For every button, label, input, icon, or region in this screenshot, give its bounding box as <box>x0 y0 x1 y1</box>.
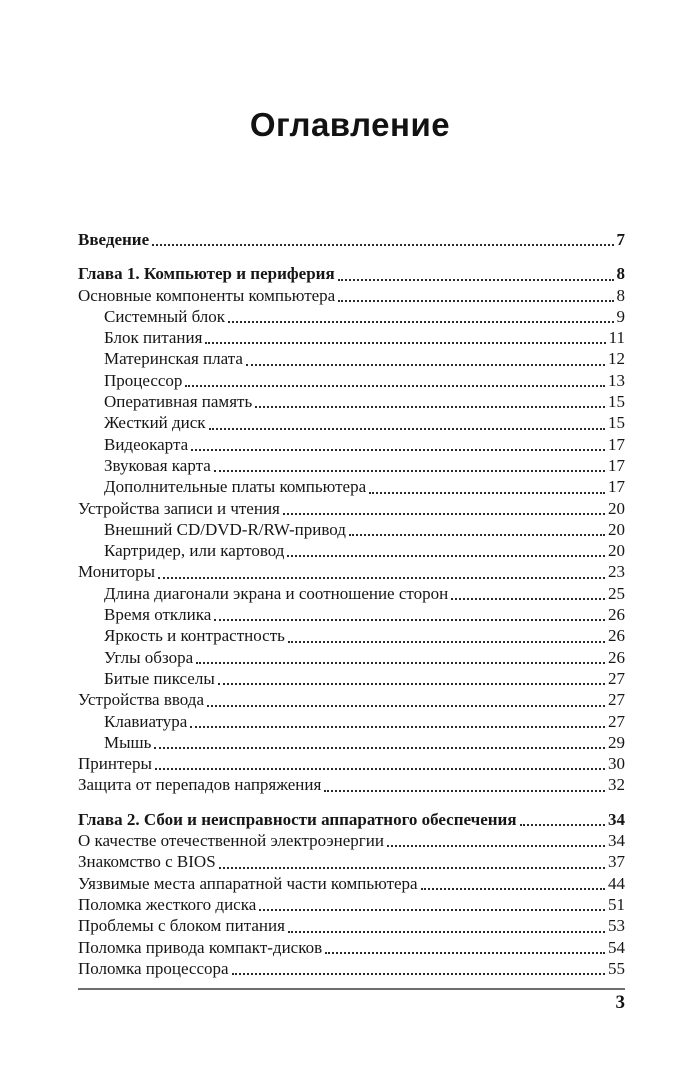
toc-entry-title: Поломка привода компакт-дисков <box>78 937 323 957</box>
toc-entry-title: Мониторы <box>78 562 156 582</box>
toc-entry-title: Видеокарта <box>104 434 189 454</box>
toc-entry <box>78 519 625 540</box>
toc-entry-title: Устройства записи и чтения <box>78 498 280 518</box>
toc-entry-page: 15 <box>608 392 625 412</box>
toc-entry-title: Клавиатура <box>104 711 188 731</box>
toc-entry-title: Жесткий диск <box>104 413 206 433</box>
toc-leader-dots <box>369 492 605 494</box>
toc-entry-page: 26 <box>608 626 625 646</box>
toc-entry-title: Системный блок <box>104 306 226 326</box>
toc-entry-page: 27 <box>608 690 625 710</box>
toc-leader-dots <box>349 534 605 536</box>
toc-entry <box>78 915 625 936</box>
toc-entry-title: Основные компоненты компьютера <box>78 285 336 305</box>
toc-entry-title: Мышь <box>104 732 152 752</box>
toc-entry-page: 8 <box>616 285 625 305</box>
toc-leader-dots <box>451 598 605 600</box>
toc-entry <box>78 263 625 284</box>
toc-entry <box>78 647 625 668</box>
toc-leader-dots <box>196 662 605 664</box>
toc-entry-title: Картридер, или картовод <box>104 541 285 561</box>
toc-entry <box>78 851 625 872</box>
toc-leader-dots <box>185 385 605 387</box>
toc-entry-title: Устройства ввода <box>78 690 204 710</box>
toc-entry <box>78 958 625 979</box>
toc-entry-page: 27 <box>608 711 625 731</box>
toc-entry <box>78 732 625 753</box>
toc-entry-page: 37 <box>608 852 625 872</box>
toc-entry-page: 55 <box>608 958 625 978</box>
toc-entry-page: 12 <box>608 349 625 369</box>
toc-entry-page: 17 <box>608 434 625 454</box>
toc-entry <box>78 327 625 348</box>
toc-entry <box>78 498 625 519</box>
toc-entry-page: 17 <box>608 477 625 497</box>
toc-entry-title: Процессор <box>104 370 183 390</box>
toc-leader-dots <box>209 428 605 430</box>
toc-entry-title: О качестве отечественной электроэнергии <box>78 831 384 851</box>
toc-entry <box>78 809 625 830</box>
toc-entry-page: 27 <box>608 668 625 688</box>
toc-entry-title: Звуковая карта <box>104 455 211 475</box>
toc-leader-dots <box>155 768 605 770</box>
toc-entry-title: Блок питания <box>104 328 203 348</box>
toc-leader-dots <box>325 952 605 954</box>
toc-entry <box>78 412 625 433</box>
toc-entry <box>78 604 625 625</box>
toc-entry <box>78 476 625 497</box>
toc-entry-page: 25 <box>608 583 625 603</box>
page-title: Оглавление <box>249 106 451 143</box>
toc-leader-dots <box>218 683 605 685</box>
toc-entry-title: Введение <box>78 230 150 249</box>
toc-leader-dots <box>246 364 605 366</box>
toc-leader-dots <box>205 342 605 344</box>
toc-entry-title: Дополнительные платы компьютера <box>104 477 367 497</box>
toc-entry-page: 54 <box>608 937 625 957</box>
toc-entry <box>78 711 625 732</box>
toc-leader-dots <box>288 641 605 643</box>
toc-leader-dots <box>283 513 605 515</box>
toc-entry <box>78 830 625 851</box>
toc-leader-dots <box>152 244 613 246</box>
toc-entry-title: Уязвимые места аппаратной части компьютера <box>78 873 418 893</box>
toc-leader-dots <box>228 321 613 323</box>
toc-entry-title: Глава 2. Сбои и неисправности аппаратного обеспечения <box>78 809 517 829</box>
toc-entry-title: Знакомство с BIOS <box>78 852 216 872</box>
toc-entry <box>78 753 625 774</box>
toc-leader-dots <box>324 790 605 792</box>
toc-entry <box>78 348 625 369</box>
toc-entry-title: Углы обзора <box>104 647 194 667</box>
toc-entry-title: Битые пикселы <box>104 668 215 688</box>
toc-entry-page: 23 <box>608 562 625 582</box>
toc-entry-page: 20 <box>608 541 625 561</box>
toc-entry <box>78 370 625 391</box>
toc-leader-dots <box>387 845 605 847</box>
toc-entry-title: Яркость и контрастность <box>104 626 285 646</box>
toc-entry <box>78 434 625 455</box>
toc-entry <box>78 583 625 604</box>
toc-entry <box>78 561 625 582</box>
toc-entry-title: Защита от перепадов напряжения <box>78 775 322 795</box>
toc-entry-title: Поломка процессора <box>78 958 229 978</box>
toc-entry-page: 34 <box>608 831 625 851</box>
toc-leader-dots <box>338 300 613 302</box>
toc-leader-dots <box>232 973 605 975</box>
toc-entry <box>78 455 625 476</box>
toc-leader-dots <box>255 406 605 408</box>
toc-entry-page: 13 <box>608 370 625 390</box>
toc-entry-page: 44 <box>608 873 625 893</box>
page-footer <box>78 988 625 1014</box>
toc-entry <box>78 391 625 412</box>
toc-entry <box>78 229 625 250</box>
toc-entry <box>78 937 625 958</box>
toc-entry-title: Глава 1. Компьютер и периферия <box>78 264 335 284</box>
toc-entry <box>78 285 625 306</box>
toc-entry-page: 51 <box>608 894 625 914</box>
toc-leader-dots <box>154 747 605 749</box>
toc-entry-page: 15 <box>608 413 625 433</box>
toc-leader-dots <box>158 577 605 579</box>
toc-entry-page: 9 <box>616 306 625 326</box>
toc-entry <box>78 540 625 561</box>
toc-leader-dots <box>191 449 605 451</box>
toc-entry-page: 8 <box>616 264 625 284</box>
toc-entry-title: Принтеры <box>78 754 152 774</box>
toc-entry-title: Проблемы с блоком питания <box>78 916 285 936</box>
toc-entry-title: Длина диагонали экрана и соотношение сторон <box>104 583 449 603</box>
toc-entry <box>78 306 625 327</box>
toc-leader-dots <box>219 867 605 869</box>
toc-entry-page: 26 <box>608 647 625 667</box>
toc-entry-title: Поломка жесткого диска <box>78 894 257 914</box>
footer-page-number: 3 <box>615 992 625 1013</box>
toc-list <box>78 229 625 979</box>
toc-entry-page: 26 <box>608 605 625 625</box>
toc-entry <box>78 689 625 710</box>
toc-leader-dots <box>207 705 605 707</box>
toc-entry-page: 20 <box>608 498 625 518</box>
toc-entry-page: 17 <box>608 455 625 475</box>
toc-entry <box>78 668 625 689</box>
toc-entry <box>78 873 625 894</box>
toc-entry-title: Время отклика <box>104 605 212 625</box>
toc-entry-title: Оперативная память <box>104 392 253 412</box>
toc-entry <box>78 894 625 915</box>
toc-leader-dots <box>288 931 605 933</box>
toc-leader-dots <box>338 279 614 281</box>
toc-leader-dots <box>520 824 605 826</box>
toc-leader-dots <box>214 470 605 472</box>
toc-leader-dots <box>287 555 605 557</box>
toc-entry-page: 53 <box>608 916 625 936</box>
toc-entry-page: 7 <box>616 230 625 249</box>
toc-entry <box>78 625 625 646</box>
toc-entry-page: 29 <box>608 732 625 752</box>
toc-entry <box>78 774 625 795</box>
toc-leader-dots <box>190 726 605 728</box>
toc-entry-title: Внешний CD/DVD-R/RW-привод <box>104 519 346 539</box>
toc-leader-dots <box>421 888 605 890</box>
toc-leader-dots <box>214 619 605 621</box>
toc-entry-page: 20 <box>608 519 625 539</box>
toc-entry-page: 32 <box>608 775 625 795</box>
toc-leader-dots <box>259 909 605 911</box>
toc-entry-title: Материнская плата <box>104 349 243 369</box>
toc-entry-page: 34 <box>608 809 625 829</box>
toc-entry-page: 11 <box>608 328 625 348</box>
toc-entry-page: 30 <box>608 754 625 774</box>
